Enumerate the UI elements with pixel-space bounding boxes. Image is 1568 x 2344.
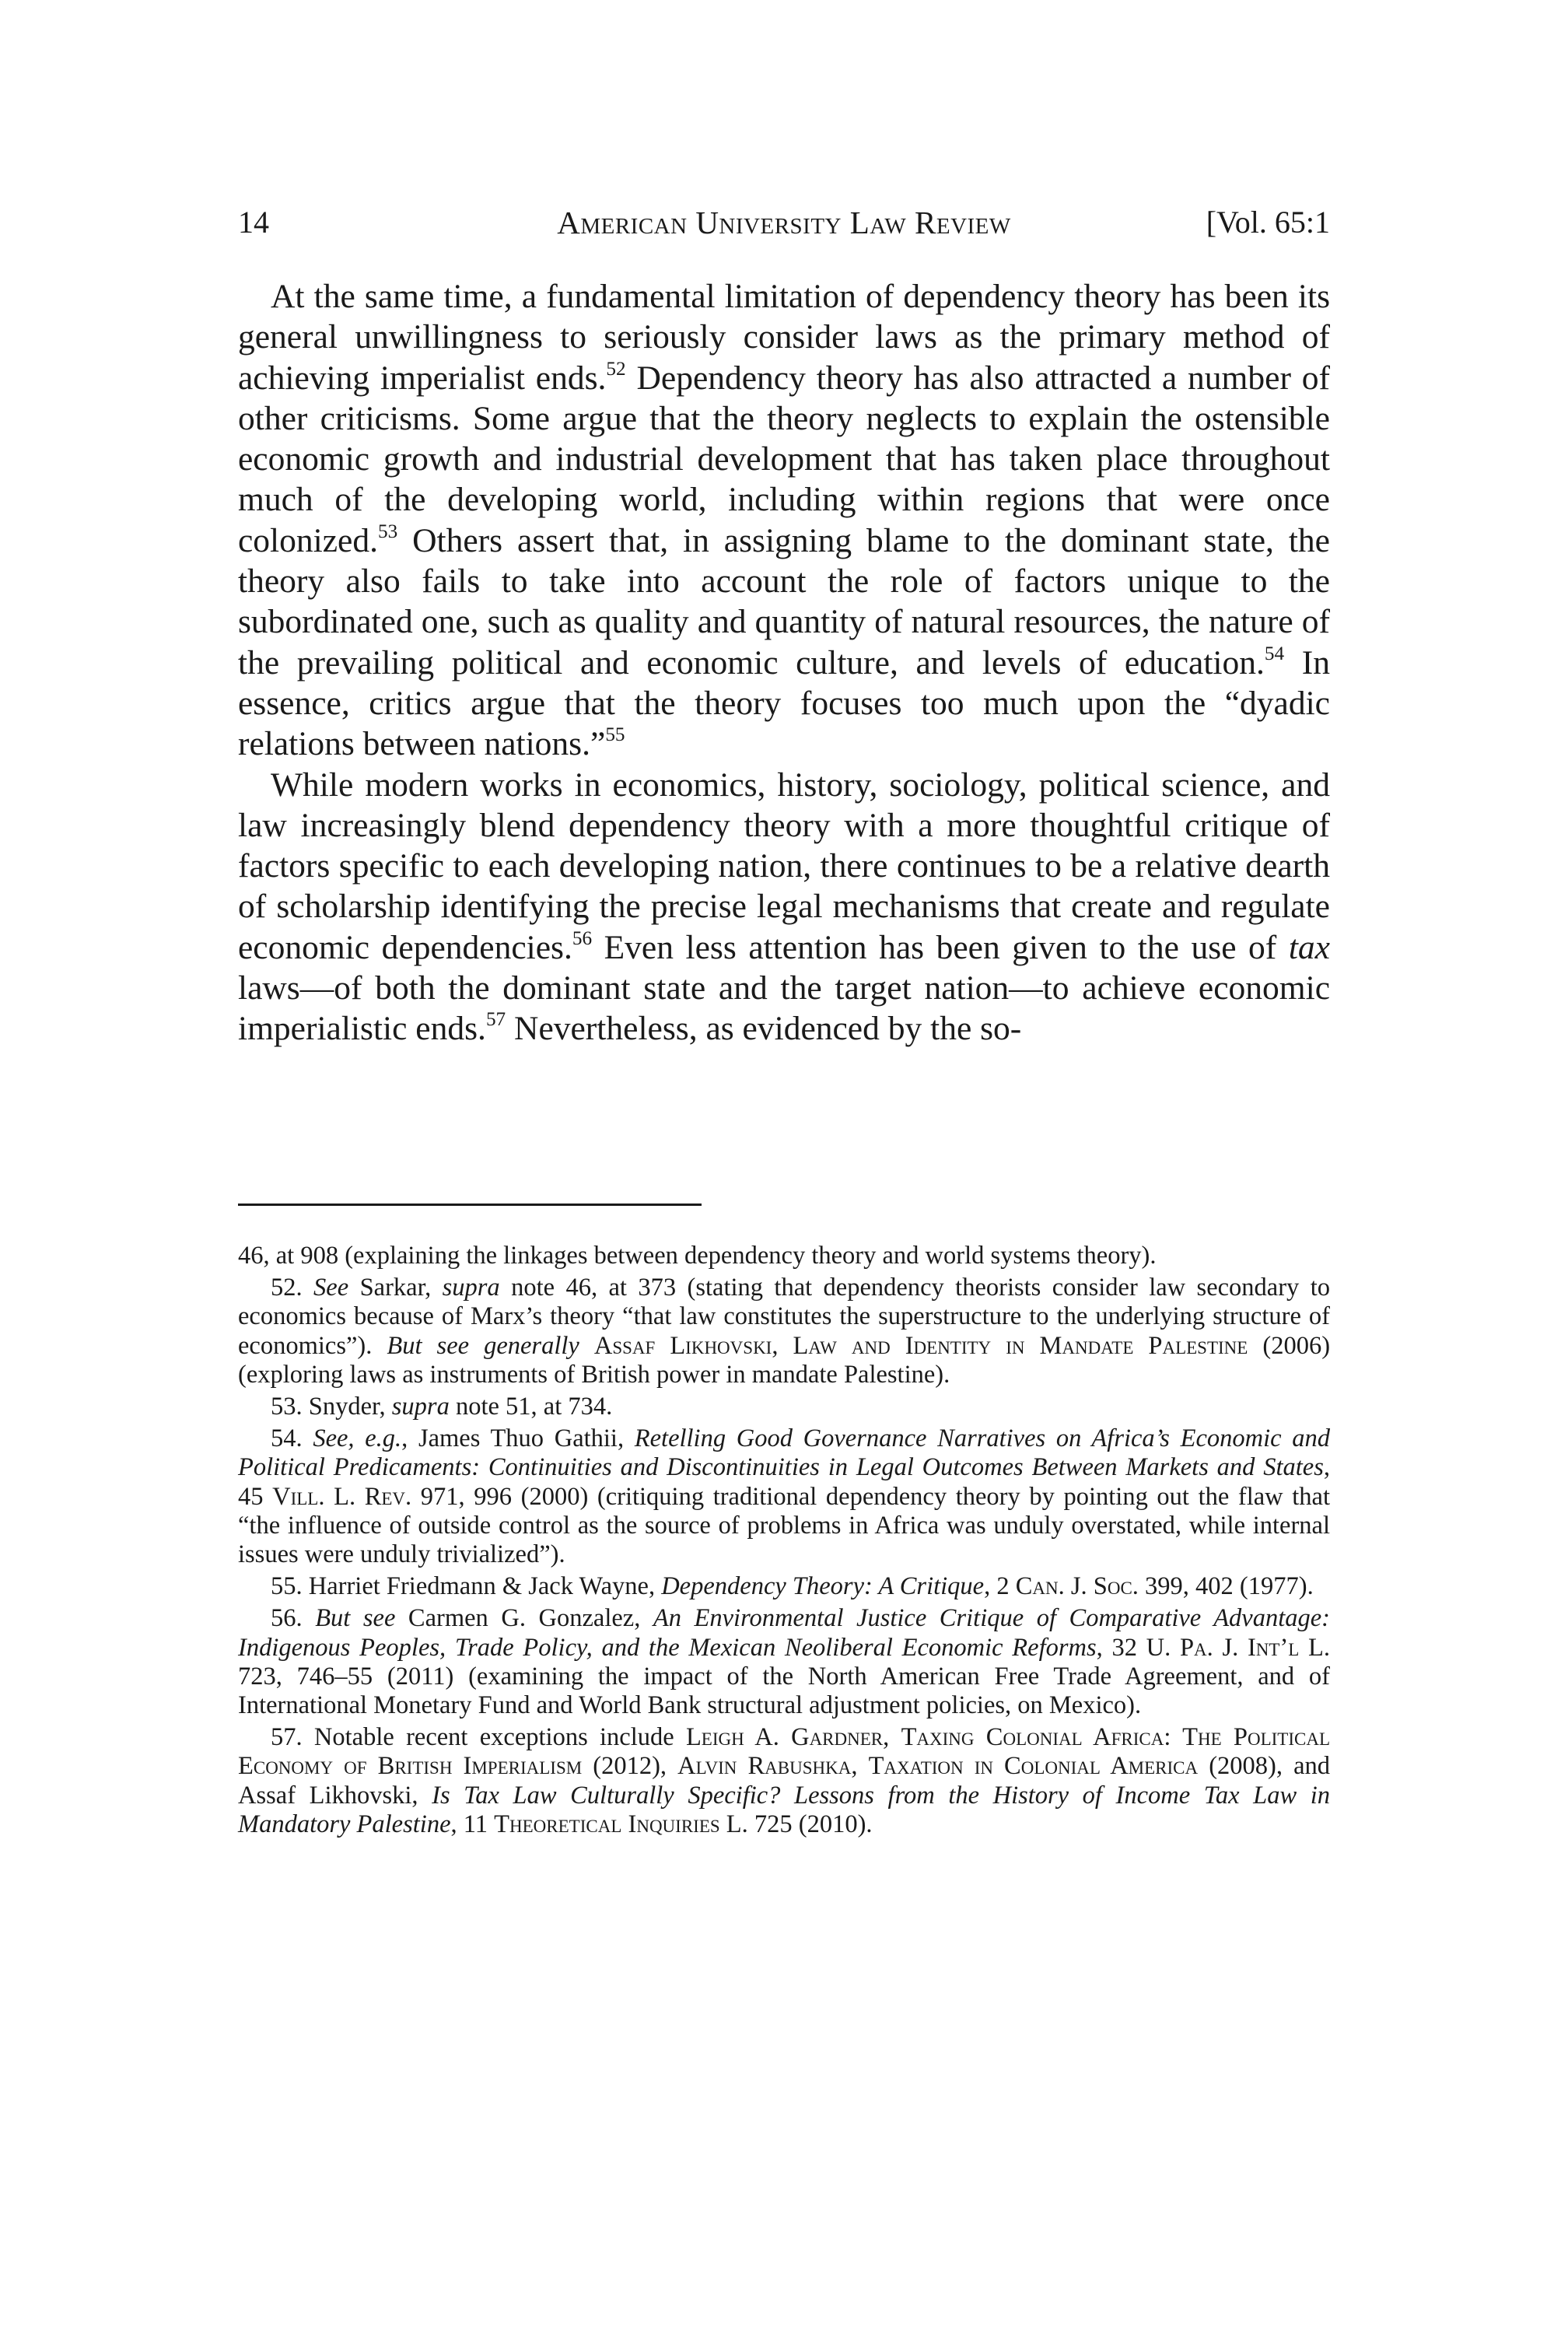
journal-title: Theoretical Inquiries L. (494, 1810, 748, 1838)
text-run: laws—of both the dominant state and the target nation—to achieve economic imperialistic ends. (238, 969, 1330, 1048)
book-title: Law and Identity in Mandate Palestine (793, 1331, 1248, 1360)
footnote-56 (238, 1604, 1330, 1720)
footnote-text: , (772, 1331, 793, 1360)
running-header (238, 199, 1330, 246)
footnote-text: 725 (2010). (747, 1810, 873, 1838)
author-name: Assaf Likhovski (593, 1331, 772, 1360)
footnote-text: 399, 402 (1977). (1138, 1572, 1314, 1601)
article-title: Dependency Theory: A Critique (661, 1572, 985, 1601)
paragraph (238, 765, 1330, 1049)
footnote-text: Sarkar, (348, 1274, 443, 1302)
footnote-number: 53. (271, 1393, 303, 1421)
footnote-text: 46, at 908 (explaining the linkages between dependency theory and world systems theory). (238, 1242, 1157, 1270)
footnote-text: (2012), (582, 1752, 678, 1781)
footnote-ref: 55 (605, 724, 625, 746)
footnote-text: 723, 746–55 (2011) (examining the impact of the North American Free Trade Agreement, and of International Monetary Fund and World Bank structural adjustment policies, on Mexico). (238, 1662, 1330, 1720)
article-title: Is Tax Law Culturally Specific? Lessons from the History of Income Tax Law in Mandatory Palestine (238, 1781, 1330, 1838)
footnote-ref: 56 (572, 927, 593, 949)
footnote-ref: 54 (1264, 643, 1285, 664)
footnote-text: (2006) (exploring laws as instruments of British power in mandate Palestine). (238, 1331, 1331, 1389)
footnote-divider (238, 1204, 702, 1206)
text-run: Even less attention has been given to the use of (592, 928, 1289, 966)
author-name: Alvin Rabushka (677, 1752, 852, 1781)
footnote-text: Snyder, (302, 1393, 392, 1421)
footnote-number: 55. (271, 1572, 303, 1601)
text-run: While modern works in economics, history, sociology, political science, and law increasingly blend dependency theory with a more thoughtful critique of factors specific to each developing nation, there continues to be a relative dearth of scholarship identifying the precise legal mechanisms that create and regulate economic dependencies. (238, 766, 1330, 966)
footnote-number: 57. (271, 1723, 303, 1752)
footnote-number: 52. (271, 1274, 303, 1302)
footnote-55 (238, 1572, 1330, 1601)
signal: supra (442, 1274, 500, 1302)
footnote-text: Notable recent exceptions include (302, 1723, 686, 1752)
signal: See (313, 1274, 349, 1302)
footnote-54 (238, 1424, 1330, 1569)
footnote-text: Carmen G. Gonzalez, (395, 1604, 653, 1633)
text-run-italic: tax (1288, 928, 1330, 966)
footnote-ref: 57 (485, 1009, 506, 1031)
footnote-46-continued (238, 1242, 1330, 1270)
footnote-text: , (851, 1752, 869, 1781)
author-name: Leigh A. Gardner (685, 1723, 884, 1752)
footnotes (238, 1242, 1330, 1842)
footnote-ref: 52 (606, 358, 626, 380)
journal-name: American University Law Review (557, 205, 1011, 240)
book-title: Taxing Colonial Africa: The Political Economy of British Imperialism (238, 1723, 1330, 1781)
volume-label: [Vol. 65:1 (1206, 205, 1330, 240)
footnote-text: , 2 (984, 1572, 1016, 1601)
footnote-text: Harriet Friedmann & Jack Wayne, (302, 1572, 662, 1601)
footnote-text: , (883, 1723, 901, 1752)
signal: See, e.g. (313, 1424, 402, 1453)
footnote-text: note 46, at 373 (stating that dependency theorists consider law secondary to economics because of Marx’s theory “that law constitutes the superstructure to the underlying structure of economics”). (238, 1274, 1330, 1360)
footnote-text: (2008), and Assaf Likhovski, (238, 1752, 1330, 1810)
footnote-number: 56. (271, 1604, 303, 1633)
signal: But see (315, 1604, 396, 1633)
footnote-text: 971, 996 (2000) (critiquing traditional dependency theory by pointing out the flaw that “the influence of outside control as the source of problems in Africa was unduly overstated, while internal issues were unduly trivialized”). (238, 1482, 1331, 1569)
book-title: Taxation in Colonial America (868, 1752, 1199, 1781)
signal: supra (391, 1393, 450, 1421)
footnote-text: , James Thuo Gathii, (401, 1424, 635, 1453)
text-run: Dependency theory has also attracted a number of other criticisms. Some argue that the theory neglects to explain the ostensible economic growth and industrial development that has taken place throughout much of the developing world, including within regions that were once colonized. (238, 359, 1331, 559)
footnote-text: , 11 (450, 1810, 495, 1838)
footnote-text: , 32 (1096, 1633, 1146, 1662)
footnote-text: note 51, at 734. (449, 1393, 613, 1421)
footnote-ref: 53 (377, 520, 398, 542)
footnote-52 (238, 1274, 1330, 1389)
signal: But see generally (387, 1331, 579, 1360)
text-run: Nevertheless, as evidenced by the so- (506, 1010, 1022, 1048)
text-run: Others assert that, in assigning blame to the dominant state, the theory also fails to take into account the role of factors unique to the subordinated one, such as quality and quantity of natural resources, the nature of the prevailing political and economic culture, and levels of education. (238, 521, 1330, 681)
footnote-number: 54. (271, 1424, 303, 1453)
journal-title: U. Pa. J. Int’l L. (1146, 1633, 1331, 1662)
footnote-53 (238, 1393, 1330, 1421)
journal-title: Vill. L. Rev. (272, 1482, 412, 1511)
article-title: Retelling Good Governance Narratives on Africa’s Economic and Political Predicaments: Continuities and Discontinuities in Legal Outcomes Between Markets and States (238, 1424, 1330, 1482)
article-title: An Environmental Justice Critique of Comparative Advantage: Indigenous Peoples, Trade Policy, and the Mexican Neoliberal Economic Reforms (238, 1604, 1330, 1662)
text-run: In essence, critics argue that the theory focuses too much upon the “dyadic relations between nations.” (238, 643, 1330, 763)
main-text (238, 276, 1330, 1049)
text-run: At the same time, a fundamental limitation of dependency theory has been its general unwillingness to seriously consider laws as the primary method of achieving imperialist ends. (238, 278, 1330, 397)
paragraph (238, 276, 1330, 765)
page-number: 14 (238, 205, 269, 240)
footnote-57 (238, 1723, 1330, 1839)
footnote-text (579, 1332, 594, 1360)
journal-title: Can. J. Soc. (1015, 1572, 1139, 1601)
footnote-text: , 45 (238, 1453, 1330, 1511)
